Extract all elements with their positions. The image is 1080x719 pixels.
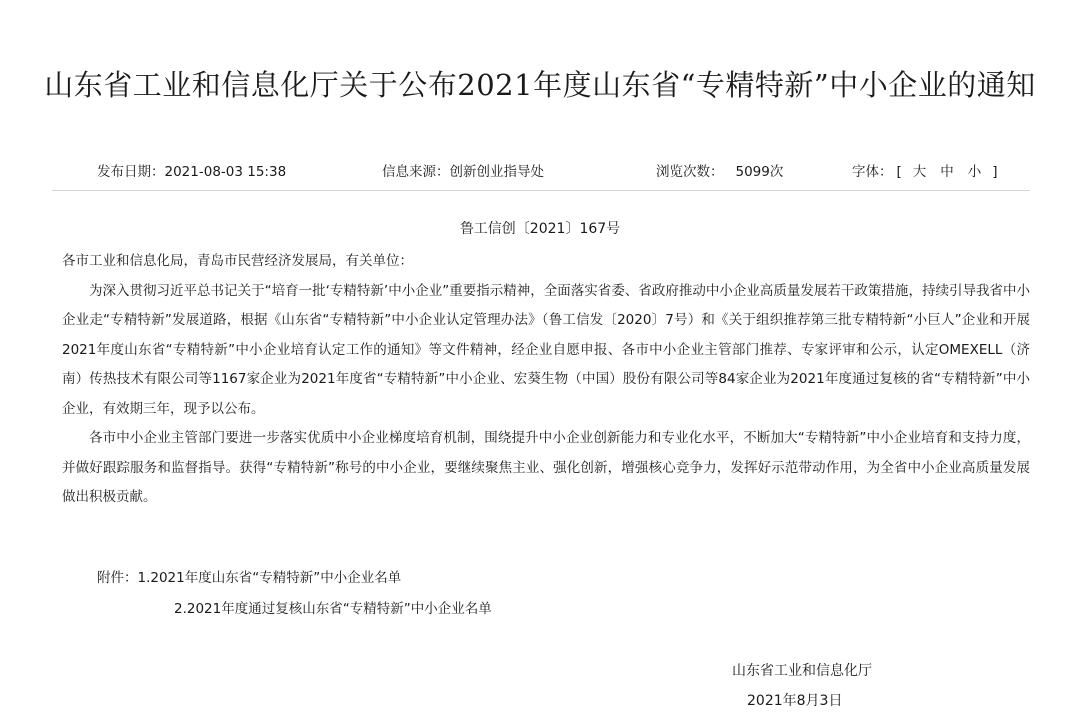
publish-date-value: 2021-08-03 15:38 [164, 164, 287, 180]
article-body [62, 247, 1030, 513]
publish-date-label: 发布日期： [97, 164, 165, 180]
signature-date: 2021年8月3日 [747, 693, 843, 709]
meta-divider [52, 190, 1030, 191]
info-source [382, 160, 544, 180]
font-size-switcher [852, 160, 1002, 180]
font-size-small-option[interactable]: 小 [967, 164, 982, 180]
view-count [656, 160, 783, 180]
salutation: 各市工业和信息化局，青岛市民营经济发展局，有关单位： [62, 253, 413, 269]
font-size-open-bracket: [ [896, 164, 902, 180]
font-size-medium-option[interactable]: 中 [940, 164, 954, 180]
info-source-value: 创新创业指导处 [449, 164, 544, 180]
body-paragraph-2: 各市中小企业主管部门要进一步落实优质中小企业梯度培育机制，围绕提升中小企业创新能力和专业化水平，不断加大“专精特新”中小企业培育和支持力度，并做好跟踪服务和监督指导。获得“专精特新”称号的中小企业，要继续聚焦主业、强化创新，增强核心竞争力，发挥好示范带动作用，为全省中小企业高质量发展做出积极贡献。 [62, 430, 1030, 505]
document-number: 鲁工信创〔2021〕167号 [459, 221, 621, 237]
font-size-large-option[interactable]: 大 [912, 164, 927, 180]
attachment-2 [174, 597, 492, 617]
attachment-link-2[interactable]: 2.2021年度通过复核山东省“专精特新”中小企业名单 [174, 601, 492, 617]
attachment-link-1[interactable]: 1.2021年度山东省“专精特新”中小企业名单 [137, 570, 402, 586]
view-count-value: 5099次 [735, 164, 784, 180]
attachment-1 [97, 566, 401, 586]
signature-organization: 山东省工业和信息化厅 [732, 663, 872, 679]
attachment-label: 附件： [97, 570, 138, 586]
article-meta [0, 160, 1080, 182]
info-source-label: 信息来源： [382, 164, 450, 180]
article-title: 山东省工业和信息化厅关于公布2021年度山东省“专精特新”中小企业的通知 [44, 68, 1036, 102]
body-paragraph-1: 为深入贯彻习近平总书记关于“培育一批‘专精特新’中小企业”重要指示精神，全面落实省委、省政府推动中小企业高质量发展若干政策措施，持续引导我省中小企业走“专精特新”发展道路，根据《山东省“专精特新”中小企业认定管理办法》（鲁工信发〔2020〕7号）和《关于组织推荐第三批专精特新“小巨人”企业和开展2021年度山东省“专精特新”中小企业培育认定工作的通知》等文件精神，经企业自愿申报、各市中小企业主管部门推荐、专家评审和公示，认定OMEXELL（济南）传热技术有限公司等1167家企业为2021年度省“专精特新”中小企业、宏葵生物（中国）股份有限公司等84家企业为2021年度通过复核的省“专精特新”中小企业，有效期三年，现予以公布。 [62, 282, 1030, 417]
font-size-close-bracket: ] [992, 164, 998, 180]
font-size-label: 字体： [852, 164, 893, 180]
publish-date [97, 160, 286, 180]
view-count-label: 浏览次数： [656, 164, 724, 180]
